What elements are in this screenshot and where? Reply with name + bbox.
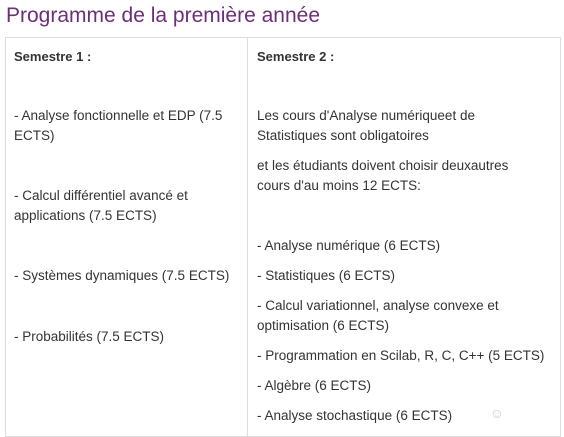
program-table xyxy=(5,37,561,437)
semester-1-header: Semestre 1 : xyxy=(14,48,91,66)
course-item: - Analyse stochastique (6 ECTS) xyxy=(257,406,452,426)
course-item-continued: applications (7.5 ECTS) xyxy=(14,206,157,226)
course-item: - Calcul différentiel avancé et xyxy=(14,186,188,206)
course-item: - Systèmes dynamiques (7.5 ECTS) xyxy=(14,266,229,286)
course-item: - Algèbre (6 ECTS) xyxy=(257,376,371,396)
watermark-icon: ☺ xyxy=(490,405,504,421)
page-title: Programme de la première année xyxy=(6,2,320,30)
intro-text: Statistiques sont obligatoires xyxy=(257,126,429,146)
semester-2-header: Semestre 2 : xyxy=(257,48,334,66)
course-item: - Statistiques (6 ECTS) xyxy=(257,266,395,286)
course-item-continued: ECTS) xyxy=(14,126,55,146)
intro-text: et les étudiants doivent choisir deuxautres xyxy=(257,156,508,176)
course-item: - Analyse numérique (6 ECTS) xyxy=(257,236,440,256)
intro-text: Les cours d'Analyse numériqueet de xyxy=(257,106,475,126)
semester-1-column xyxy=(6,38,248,436)
course-item: - Analyse fonctionnelle et EDP (7.5 xyxy=(14,106,222,126)
course-item-continued: optimisation (6 ECTS) xyxy=(257,316,389,336)
semester-2-column xyxy=(248,38,560,436)
course-item: - Probabilités (7.5 ECTS) xyxy=(14,327,164,347)
course-item: - Calcul variationnel, analyse convexe et xyxy=(257,296,499,316)
intro-text: cours d'au moins 12 ECTS: xyxy=(257,176,421,196)
course-item: - Programmation en Scilab, R, C, C++ (5 ECTS) xyxy=(257,346,544,366)
